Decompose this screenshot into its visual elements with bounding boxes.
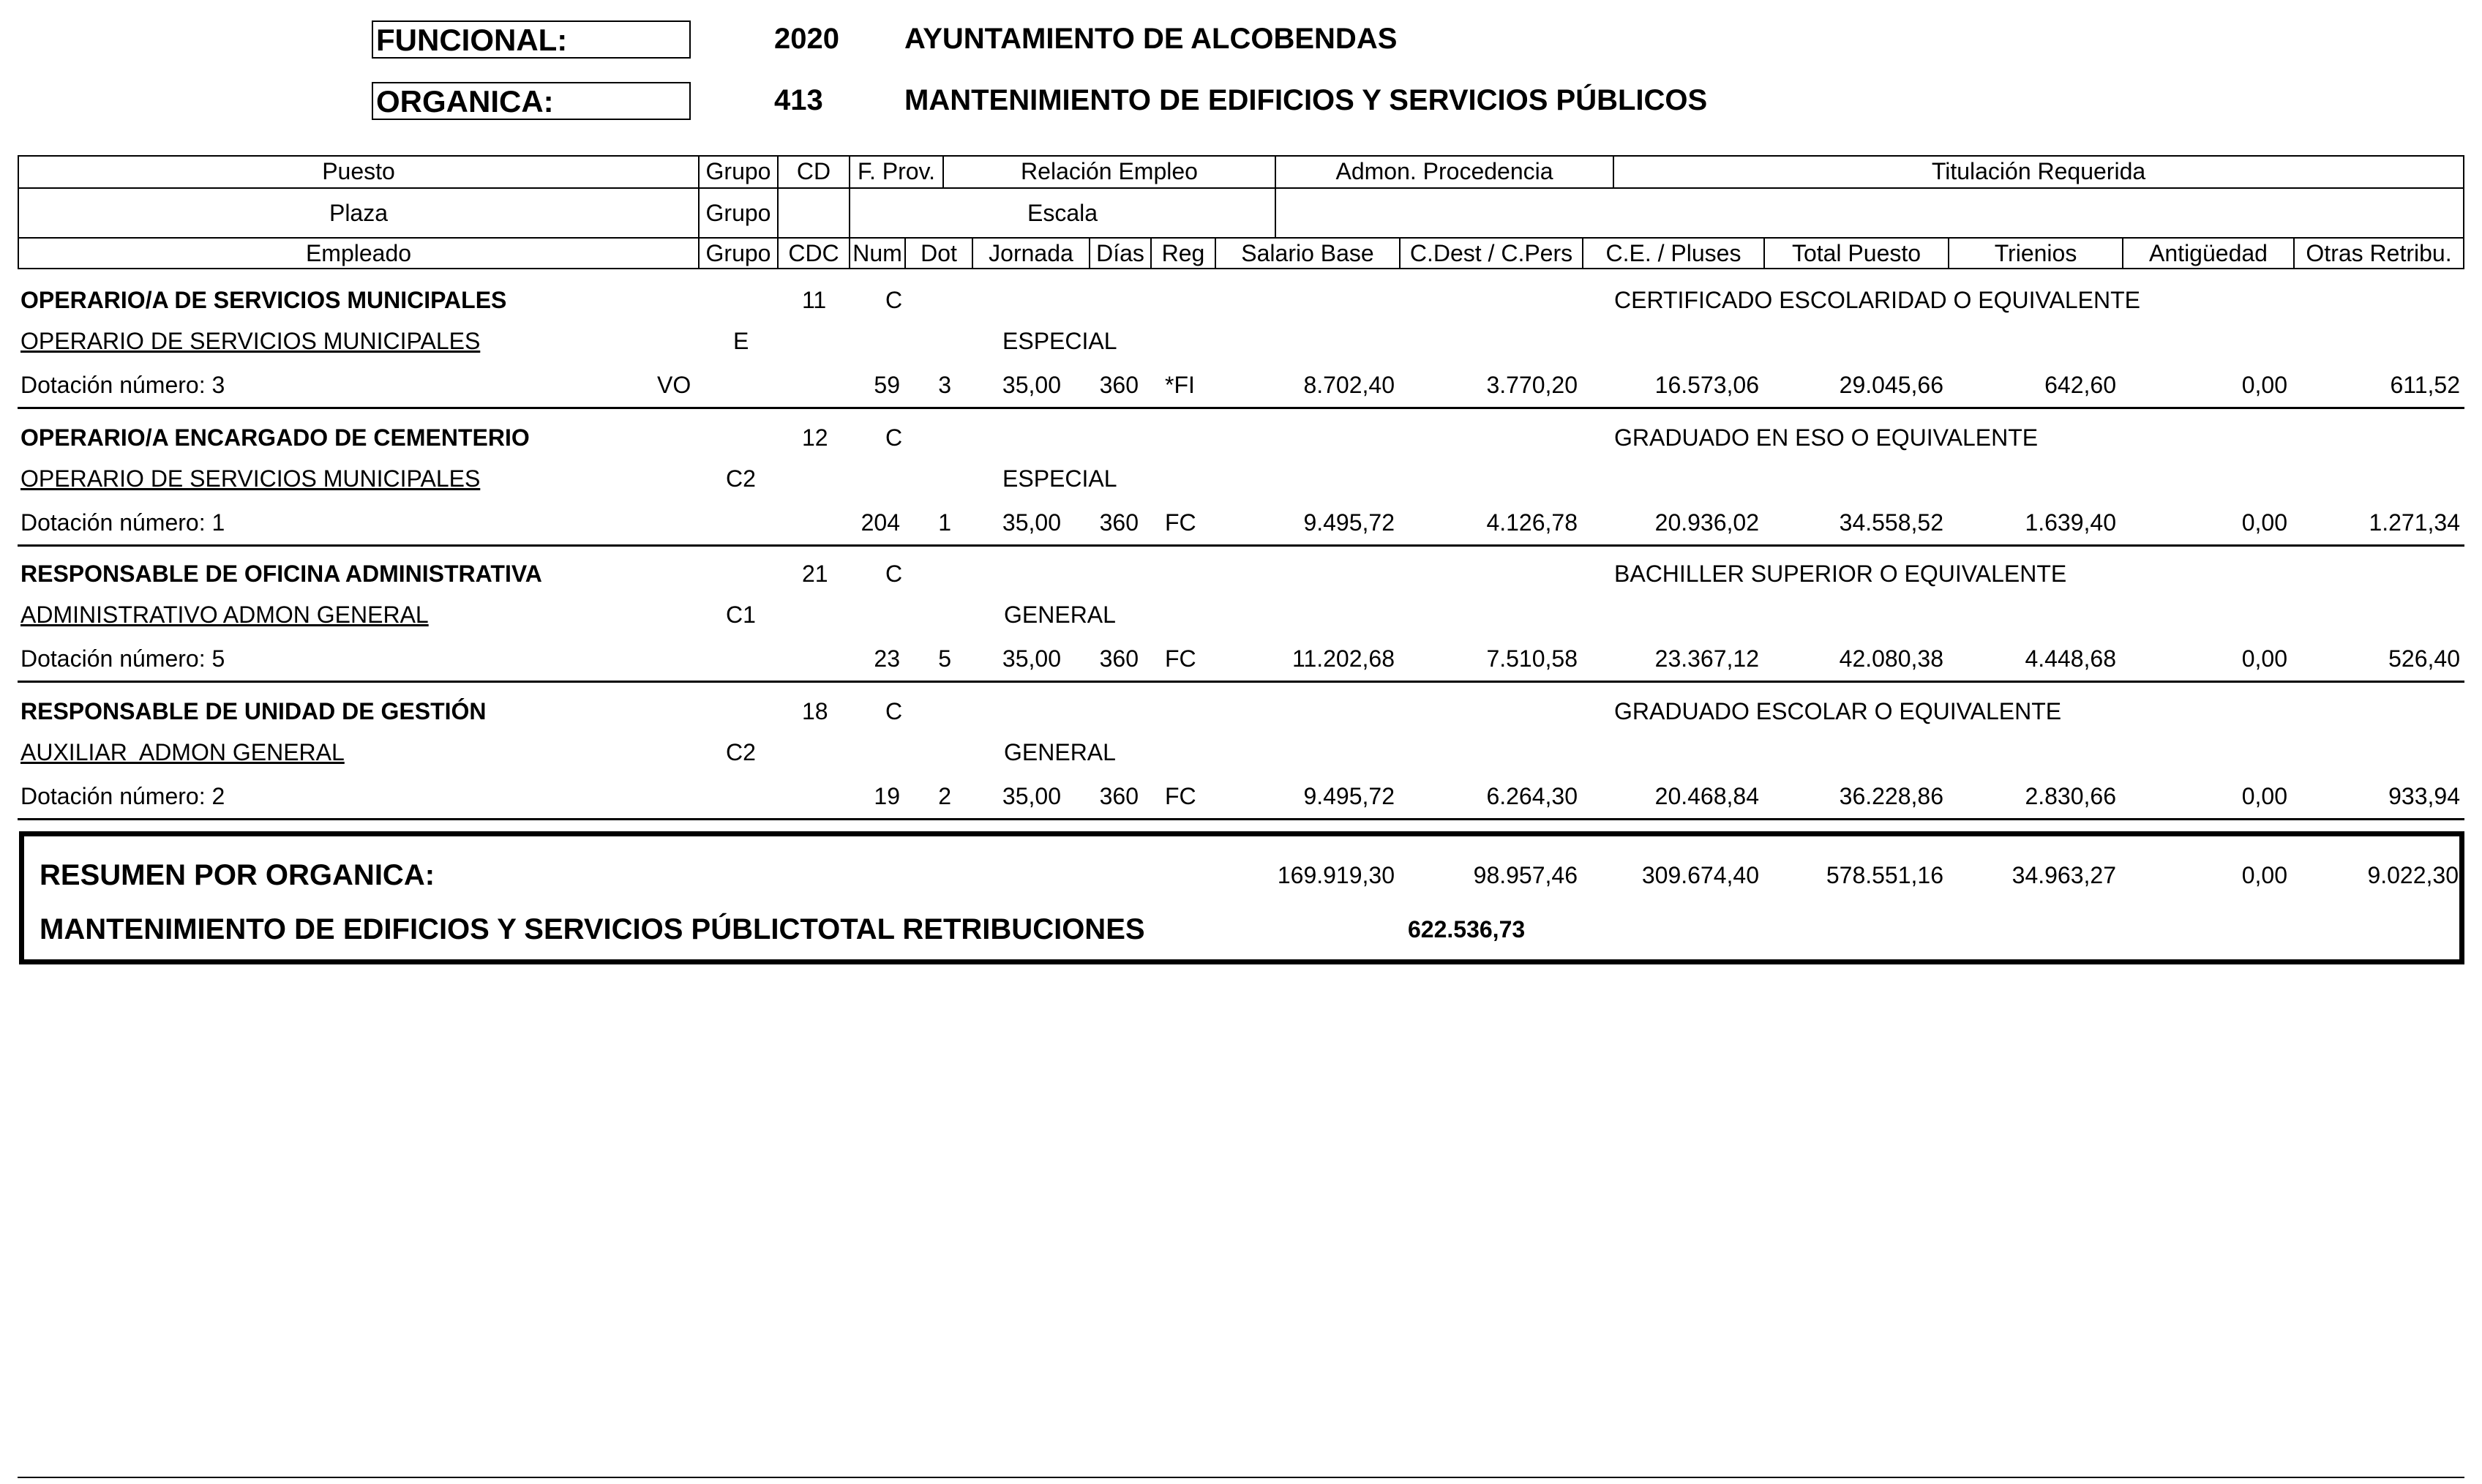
num-value: 23	[874, 645, 900, 672]
summary-otras: 9.022,30	[2367, 862, 2459, 888]
dotacion-label: Dotación número: 2	[20, 783, 225, 809]
ce-value: 23.367,12	[1654, 645, 1759, 672]
col-ce-pluses: C.E. / Pluses	[1582, 237, 1765, 269]
col-reg: Reg	[1150, 237, 1216, 269]
col-cdc: CDC	[777, 237, 850, 269]
dotacion-label: Dotación número: 1	[20, 509, 225, 536]
vo-value: VO	[657, 372, 691, 398]
cd-value: 12	[802, 424, 828, 451]
col-grupo-3: Grupo	[698, 237, 779, 269]
grupo-value: E	[733, 328, 749, 354]
total-retribuciones-value: 622.536,73	[1408, 916, 1526, 943]
jornada-value: 35,00	[1002, 783, 1061, 809]
col-dias: Días	[1089, 237, 1152, 269]
col-jornada: Jornada	[972, 237, 1090, 269]
summary-salario: 169.919,30	[1277, 862, 1395, 888]
trienios-value: 2.830,66	[2025, 783, 2116, 809]
total-value: 42.080,38	[1839, 645, 1943, 672]
funcional-label-box	[372, 20, 691, 59]
record-separator	[18, 818, 2464, 820]
reg-value: FC	[1165, 783, 1196, 809]
puesto-name: OPERARIO/A DE SERVICIOS MUNICIPALES	[20, 287, 507, 313]
col-cd: CD	[777, 155, 850, 189]
col-trienios: Trienios	[1948, 237, 2123, 269]
salario-value: 9.495,72	[1303, 783, 1395, 809]
cdest-value: 6.264,30	[1486, 783, 1578, 809]
col-grupo-2: Grupo	[698, 187, 779, 239]
organica-label-box	[372, 82, 691, 120]
total-value: 36.228,86	[1839, 783, 1943, 809]
jornada-value: 35,00	[1002, 645, 1061, 672]
num-value: 19	[874, 783, 900, 809]
summary-antiguedad: 0,00	[2241, 862, 2287, 888]
titulacion-value: GRADUADO ESCOLAR O EQUIVALENTE	[1614, 698, 2062, 724]
organica-label: ORGANICA:	[376, 84, 554, 119]
col-salario-base: Salario Base	[1215, 237, 1401, 269]
col-antiguedad: Antigüedad	[2122, 237, 2295, 269]
funcional-name: AYUNTAMIENTO DE ALCOBENDAS	[904, 23, 1398, 55]
ce-value: 20.936,02	[1654, 509, 1759, 536]
cd-value: 21	[802, 561, 828, 587]
num-value: 204	[861, 509, 900, 536]
summary-trienios: 34.963,27	[2012, 862, 2116, 888]
organica-code: 413	[774, 84, 823, 116]
col-titulacion: Titulación Requerida	[1613, 155, 2464, 189]
dias-value: 360	[1099, 372, 1139, 398]
reg-value: *FI	[1165, 372, 1195, 398]
col-num: Num	[849, 237, 906, 269]
ce-value: 16.573,06	[1654, 372, 1759, 398]
col-fprov: F. Prov.	[849, 155, 944, 189]
total-value: 29.045,66	[1839, 372, 1943, 398]
trienios-value: 642,60	[2044, 372, 2116, 398]
total-value: 34.558,52	[1839, 509, 1943, 536]
antiguedad-value: 0,00	[2241, 509, 2287, 536]
salario-value: 8.702,40	[1303, 372, 1395, 398]
fprov-value: C	[885, 287, 903, 313]
escala-value: GENERAL	[1004, 739, 1116, 765]
otras-value: 933,94	[2388, 783, 2460, 809]
reg-value: FC	[1165, 509, 1196, 536]
plaza-name: AUXILIAR ADMON GENERAL	[20, 739, 345, 765]
antiguedad-value: 0,00	[2241, 645, 2287, 672]
dias-value: 360	[1099, 783, 1139, 809]
cdest-value: 4.126,78	[1486, 509, 1578, 536]
cdest-value: 7.510,58	[1486, 645, 1578, 672]
jornada-value: 35,00	[1002, 372, 1061, 398]
col-cd-blank	[777, 187, 850, 239]
organica-name: MANTENIMIENTO DE EDIFICIOS Y SERVICIOS PÚBLICOS	[904, 84, 1708, 116]
col-puesto: Puesto	[18, 155, 700, 189]
fprov-value: C	[885, 698, 903, 724]
grupo-value: C1	[726, 602, 756, 628]
dias-value: 360	[1099, 509, 1139, 536]
puesto-name: OPERARIO/A ENCARGADO DE CEMENTERIO	[20, 424, 530, 451]
footer-rule	[18, 1477, 2464, 1478]
col-grupo-1: Grupo	[698, 155, 779, 189]
reg-value: FC	[1165, 645, 1196, 672]
cd-value: 11	[802, 287, 827, 313]
salario-value: 11.202,68	[1292, 645, 1395, 672]
titulacion-value: CERTIFICADO ESCOLARIDAD O EQUIVALENTE	[1614, 287, 2140, 313]
num-value: 59	[874, 372, 900, 398]
trienios-value: 1.639,40	[2025, 509, 2116, 536]
col-escala: Escala	[849, 187, 1276, 239]
summary-label: RESUMEN POR ORGANICA:	[40, 859, 435, 891]
summary-total: 578.551,16	[1826, 862, 1943, 888]
plaza-name: ADMINISTRATIVO ADMON GENERAL	[20, 602, 429, 628]
antiguedad-value: 0,00	[2241, 783, 2287, 809]
plaza-name: OPERARIO DE SERVICIOS MUNICIPALES	[20, 328, 481, 354]
dot-value: 3	[938, 372, 951, 398]
col-admon-procedencia: Admon. Procedencia	[1275, 155, 1614, 189]
escala-value: ESPECIAL	[1002, 328, 1117, 354]
col-relacion-empleo: Relación Empleo	[942, 155, 1276, 189]
ce-value: 20.468,84	[1654, 783, 1759, 809]
plaza-name: OPERARIO DE SERVICIOS MUNICIPALES	[20, 465, 481, 492]
col-plaza: Plaza	[18, 187, 700, 239]
fprov-value: C	[885, 561, 903, 587]
funcional-label: FUNCIONAL:	[376, 23, 568, 57]
otras-value: 611,52	[2390, 372, 2460, 398]
titulacion-value: GRADUADO EN ESO O EQUIVALENTE	[1614, 424, 2039, 451]
dias-value: 360	[1099, 645, 1139, 672]
col-cdest: C.Dest / C.Pers	[1399, 237, 1583, 269]
escala-value: ESPECIAL	[1002, 465, 1117, 492]
trienios-value: 4.448,68	[2025, 645, 2116, 672]
col-total-puesto: Total Puesto	[1763, 237, 1949, 269]
summary-ce: 309.674,40	[1641, 862, 1759, 888]
summary-cdest: 98.957,46	[1473, 862, 1578, 888]
cdest-value: 3.770,20	[1486, 372, 1578, 398]
fprov-value: C	[885, 424, 903, 451]
dot-value: 5	[938, 645, 951, 672]
titulacion-value: BACHILLER SUPERIOR O EQUIVALENTE	[1614, 561, 2067, 587]
col-dot: Dot	[904, 237, 973, 269]
otras-value: 1.271,34	[2369, 509, 2460, 536]
dotacion-label: Dotación número: 5	[20, 645, 225, 672]
record-separator	[18, 407, 2464, 409]
salario-value: 9.495,72	[1303, 509, 1395, 536]
dotacion-label: Dotación número: 3	[20, 372, 225, 398]
puesto-name: RESPONSABLE DE OFICINA ADMINISTRATIVA	[20, 561, 542, 587]
summary-name-label: MANTENIMIENTO DE EDIFICIOS Y SERVICIOS PÚBLICTOTAL RETRIBUCIONES	[40, 913, 1145, 945]
puesto-name: RESPONSABLE DE UNIDAD DE GESTIÓN	[20, 698, 487, 724]
jornada-value: 35,00	[1002, 509, 1061, 536]
funcional-code: 2020	[774, 23, 839, 55]
record-separator	[18, 544, 2464, 547]
dot-value: 1	[938, 509, 951, 536]
dot-value: 2	[938, 783, 951, 809]
col-row2-blank	[1275, 187, 2464, 239]
col-empleado: Empleado	[18, 237, 700, 269]
grupo-value: C2	[726, 465, 756, 492]
grupo-value: C2	[726, 739, 756, 765]
cd-value: 18	[802, 698, 828, 724]
record-separator	[18, 681, 2464, 683]
antiguedad-value: 0,00	[2241, 372, 2287, 398]
otras-value: 526,40	[2388, 645, 2460, 672]
col-otras-retribu: Otras Retribu.	[2293, 237, 2464, 269]
escala-value: GENERAL	[1004, 602, 1116, 628]
